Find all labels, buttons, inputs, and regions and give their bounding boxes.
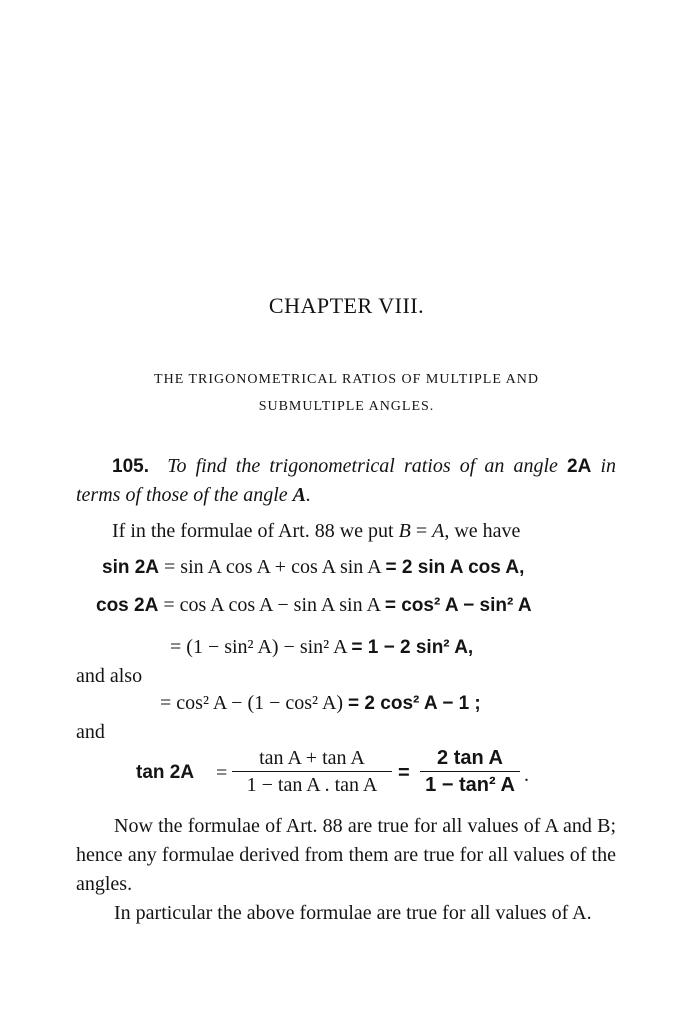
chapter-heading: CHAPTER VIII. <box>268 293 425 318</box>
intro-text-c: = <box>410 520 433 542</box>
cos-2a-sine-form <box>170 636 473 659</box>
cos-2a-lhs: cos 2A <box>96 595 159 616</box>
intro-text-b: B <box>398 520 411 542</box>
cos-2a-sine-expansion: = (1 − sin² A) − sin² A <box>170 636 352 658</box>
tan-2a-lhs: tan 2A <box>136 762 195 783</box>
sin-2a-formula <box>102 556 524 579</box>
and-text: and <box>76 721 105 743</box>
cos-2a-expansion: = cos A cos A − sin A sin A <box>158 594 385 616</box>
article-statement-d: A <box>292 484 306 506</box>
tan-2a-numerator: tan A + tan A <box>259 747 365 769</box>
cos-2a-formula <box>96 594 532 617</box>
cos-2a-cosine-result: = 2 cos² A − 1 ; <box>348 693 481 714</box>
paragraph-particular: In particular the above formulae are true for all values of A. <box>114 902 592 924</box>
tan-2a-equals: = <box>216 762 228 784</box>
sin-2a-result: = 2 sin A cos A, <box>385 557 525 578</box>
sin-2a-lhs: sin 2A <box>102 557 160 578</box>
tan-2a-equals-2: = <box>398 762 410 784</box>
cos-2a-cosine-form <box>160 692 481 715</box>
cos-2a-sine-result: = 1 − 2 sin² A, <box>351 637 474 658</box>
tan-2a-result-numerator: 2 tan A <box>437 747 503 769</box>
intro-line <box>112 520 520 543</box>
tan-2a-fraction <box>232 746 392 797</box>
section-title-line-1: THE TRIGONOMETRICAL RATIOS OF MULTIPLE AND <box>154 372 539 387</box>
tan-2a-denominator: 1 − tan A . tan A <box>246 774 378 796</box>
article-105-statement <box>76 452 616 510</box>
tan-2a-result-denominator: 1 − tan² A <box>425 774 515 796</box>
cos-2a-cosine-expansion: = cos² A − (1 − cos² A) <box>160 692 349 714</box>
article-statement-c: in terms of those of the angle <box>76 455 616 506</box>
section-title-line-2: SUBMULTIPLE ANGLES. <box>258 399 435 414</box>
article-number: 105. <box>112 456 149 477</box>
intro-text-e: , we have <box>444 520 521 542</box>
paragraph-now: Now the formulae of Art. 88 are true for all values of A and B; hence any formulae derived from them are true for all values of the angles. <box>76 815 616 895</box>
article-statement-b: 2A <box>567 456 592 477</box>
article-statement-e: . <box>305 484 311 506</box>
tan-2a-formula <box>136 746 556 806</box>
tan-2a-result-fraction <box>420 746 520 797</box>
cos-2a-result: = cos² A − sin² A <box>384 595 532 616</box>
article-statement-a: To find the trigonometrical ratios of an angle <box>167 455 568 477</box>
fraction-bar <box>232 771 392 772</box>
fraction-bar <box>420 771 520 772</box>
intro-text-a: If in the formulae of Art. 88 we put <box>112 520 399 542</box>
intro-text-d: A <box>432 520 445 542</box>
and-also-text: and also <box>76 665 143 687</box>
tan-2a-end-period: . <box>524 764 529 786</box>
sin-2a-expansion: = sin A cos A + cos A sin A <box>159 556 386 578</box>
